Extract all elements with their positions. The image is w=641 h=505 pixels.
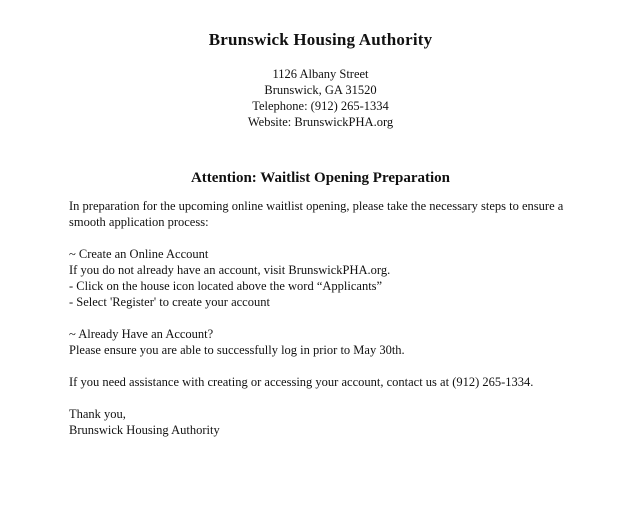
section1-line-2: - Click on the house icon located above the word “Applicants”	[69, 279, 383, 293]
notice-body	[69, 198, 589, 438]
address-line-2: Brunswick, GA 31520	[264, 83, 377, 97]
website: Website: BrunswickPHA.org	[247, 115, 394, 129]
intro-line-1: In preparation for the upcoming online waitlist opening, please take the necessary steps to ensure a	[69, 199, 564, 213]
contact-block	[0, 66, 641, 130]
closing-line: Thank you,	[69, 407, 126, 421]
organization-title: Brunswick Housing Authority	[208, 30, 433, 49]
section1-heading: ~ Create an Online Account	[69, 247, 209, 261]
section1-line-3: - Select 'Register' to create your account	[69, 295, 270, 309]
signature-line: Brunswick Housing Authority	[69, 423, 220, 437]
notice-title: Attention: Waitlist Opening Preparation	[190, 170, 451, 186]
intro-line-2: smooth application process:	[69, 215, 209, 229]
section2-heading: ~ Already Have an Account?	[69, 327, 214, 341]
section1-line-1: If you do not already have an account, visit BrunswickPHA.org.	[69, 263, 391, 277]
section2-line-1: Please ensure you are able to successfully log in prior to May 30th.	[69, 343, 405, 357]
address-line-1: 1126 Albany Street	[272, 67, 369, 81]
telephone: Telephone: (912) 265-1334	[252, 99, 389, 113]
assistance-line: If you need assistance with creating or accessing your account, contact us at (912) 265-1334.	[69, 375, 534, 389]
